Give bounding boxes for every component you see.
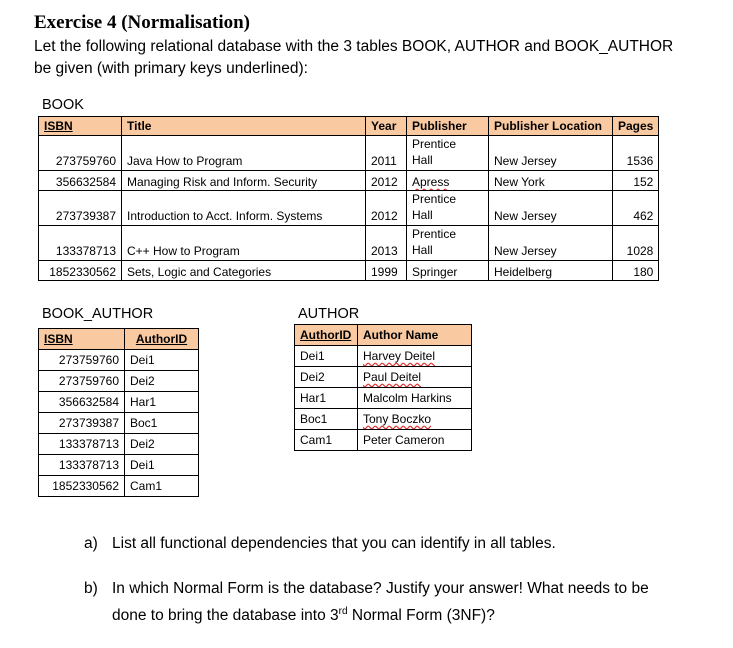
table-row bbox=[39, 455, 199, 476]
book-isbn-cell: 133378713 bbox=[39, 226, 122, 261]
publisher-line: Hall bbox=[412, 153, 433, 167]
book-pages-cell: 1028 bbox=[613, 226, 659, 261]
question-b-text-1: In which Normal Form is the database? Justify your answer! What needs to be done to bring the database into 3 bbox=[112, 580, 649, 625]
table-row bbox=[39, 371, 199, 392]
book-author-table-label: BOOK_AUTHOR bbox=[42, 306, 154, 322]
publisher-line: Apress bbox=[412, 175, 450, 189]
book-author-header-row bbox=[39, 329, 199, 350]
table-row bbox=[295, 409, 472, 430]
page-title: Exercise 4 (Normalisation) bbox=[34, 12, 250, 33]
table-row bbox=[39, 226, 659, 261]
table-row bbox=[295, 388, 472, 409]
book-author-isbn-cell: 356632584 bbox=[39, 392, 125, 413]
table-row bbox=[39, 476, 199, 497]
book-title-cell: C++ How to Program bbox=[122, 226, 366, 261]
book-isbn-cell: 273759760 bbox=[39, 136, 122, 171]
book-col-title: Title bbox=[122, 117, 366, 136]
book-author-authorid-cell: Dei2 bbox=[125, 371, 199, 392]
book-col-pages: Pages bbox=[613, 117, 659, 136]
book-col-isbn: ISBN bbox=[39, 117, 122, 136]
question-a-marker: a) bbox=[84, 535, 98, 552]
book-author-isbn-cell: 133378713 bbox=[39, 434, 125, 455]
publisher-line: Prentice bbox=[412, 227, 457, 241]
author-name-cell: Tony Boczko bbox=[358, 409, 472, 430]
book-author-authorid-cell: Boc1 bbox=[125, 413, 199, 434]
author-header-row bbox=[295, 325, 472, 346]
author-id-cell: Har1 bbox=[295, 388, 358, 409]
question-b-marker: b) bbox=[84, 580, 98, 597]
author-id-cell: Dei1 bbox=[295, 346, 358, 367]
book-title-cell: Java How to Program bbox=[122, 136, 366, 171]
book-isbn-cell: 356632584 bbox=[39, 171, 122, 191]
book-author-authorid-cell: Har1 bbox=[125, 392, 199, 413]
book-publisher-cell bbox=[407, 136, 489, 171]
book-location-cell: New Jersey bbox=[489, 226, 613, 261]
book-isbn-cell: 273739387 bbox=[39, 191, 122, 226]
book-table bbox=[38, 116, 659, 281]
book-publisher-cell bbox=[407, 171, 489, 191]
table-row bbox=[39, 261, 659, 281]
question-a-text: List all functional dependencies that you can identify in all tables. bbox=[112, 535, 556, 552]
publisher-line: Prentice bbox=[412, 192, 457, 206]
question-b-superscript: rd bbox=[338, 606, 348, 617]
book-title-cell: Managing Risk and Inform. Security bbox=[122, 171, 366, 191]
author-name-cell: Malcolm Harkins bbox=[358, 388, 472, 409]
book-year-cell: 2012 bbox=[366, 171, 407, 191]
question-b-text-2: Normal Form (3NF)? bbox=[347, 607, 495, 625]
table-row bbox=[39, 350, 199, 371]
publisher-line: Hall bbox=[412, 208, 433, 222]
book-author-col-authorid: AuthorID bbox=[125, 329, 199, 350]
book-publisher-cell bbox=[407, 191, 489, 226]
book-author-col-isbn: ISBN bbox=[39, 329, 125, 350]
book-table-label: BOOK bbox=[42, 97, 84, 113]
author-col-name: Author Name bbox=[358, 325, 472, 346]
table-row bbox=[39, 413, 199, 434]
author-name-cell: Paul Deitel bbox=[358, 367, 472, 388]
table-row bbox=[39, 136, 659, 171]
book-author-authorid-cell: Cam1 bbox=[125, 476, 199, 497]
intro-paragraph: Let the following relational database with the 3 tables BOOK, AUTHOR and BOOK_AUTHOR be given (with primary keys underlined): bbox=[34, 38, 674, 77]
book-year-cell: 2011 bbox=[366, 136, 407, 171]
book-author-authorid-cell: Dei2 bbox=[125, 434, 199, 455]
book-col-year: Year bbox=[366, 117, 407, 136]
book-col-publisher: Publisher bbox=[407, 117, 489, 136]
book-author-authorid-cell: Dei1 bbox=[125, 350, 199, 371]
author-name-cell: Peter Cameron bbox=[358, 430, 472, 451]
book-author-isbn-cell: 273759760 bbox=[39, 371, 125, 392]
book-pages-cell: 1536 bbox=[613, 136, 659, 171]
book-author-isbn-cell: 273739387 bbox=[39, 413, 125, 434]
table-row bbox=[39, 392, 199, 413]
book-author-authorid-cell: Dei1 bbox=[125, 455, 199, 476]
book-pages-cell: 462 bbox=[613, 191, 659, 226]
book-publisher-cell bbox=[407, 261, 489, 281]
publisher-line: Hall bbox=[412, 243, 433, 257]
author-name-cell: Harvey Deitel bbox=[358, 346, 472, 367]
table-row bbox=[295, 346, 472, 367]
book-author-isbn-cell: 1852330562 bbox=[39, 476, 125, 497]
author-col-authorid: AuthorID bbox=[295, 325, 358, 346]
book-location-cell: New York bbox=[489, 171, 613, 191]
book-author-isbn-cell: 273759760 bbox=[39, 350, 125, 371]
book-title-cell: Introduction to Acct. Inform. Systems bbox=[122, 191, 366, 226]
book-pages-cell: 152 bbox=[613, 171, 659, 191]
book-author-isbn-cell: 133378713 bbox=[39, 455, 125, 476]
book-year-cell: 1999 bbox=[366, 261, 407, 281]
book-location-cell: Heidelberg bbox=[489, 261, 613, 281]
book-publisher-cell bbox=[407, 226, 489, 261]
book-pages-cell: 180 bbox=[613, 261, 659, 281]
author-id-cell: Boc1 bbox=[295, 409, 358, 430]
publisher-line: Prentice bbox=[412, 137, 457, 151]
book-year-cell: 2012 bbox=[366, 191, 407, 226]
table-row bbox=[295, 430, 472, 451]
book-location-cell: New Jersey bbox=[489, 136, 613, 171]
book-year-cell: 2013 bbox=[366, 226, 407, 261]
book-header-row bbox=[39, 117, 659, 136]
table-row bbox=[39, 434, 199, 455]
book-col-location: Publisher Location bbox=[489, 117, 613, 136]
author-table-label: AUTHOR bbox=[298, 306, 360, 322]
book-location-cell: New Jersey bbox=[489, 191, 613, 226]
table-row bbox=[39, 191, 659, 226]
author-id-cell: Dei2 bbox=[295, 367, 358, 388]
question-b bbox=[84, 577, 684, 627]
table-row bbox=[295, 367, 472, 388]
book-title-cell: Sets, Logic and Categories bbox=[122, 261, 366, 281]
book-isbn-cell: 1852330562 bbox=[39, 261, 122, 281]
author-table bbox=[294, 324, 472, 451]
publisher-line: Springer bbox=[412, 265, 458, 279]
book-author-table bbox=[38, 328, 199, 497]
question-a bbox=[84, 532, 684, 555]
author-id-cell: Cam1 bbox=[295, 430, 358, 451]
table-row bbox=[39, 171, 659, 191]
